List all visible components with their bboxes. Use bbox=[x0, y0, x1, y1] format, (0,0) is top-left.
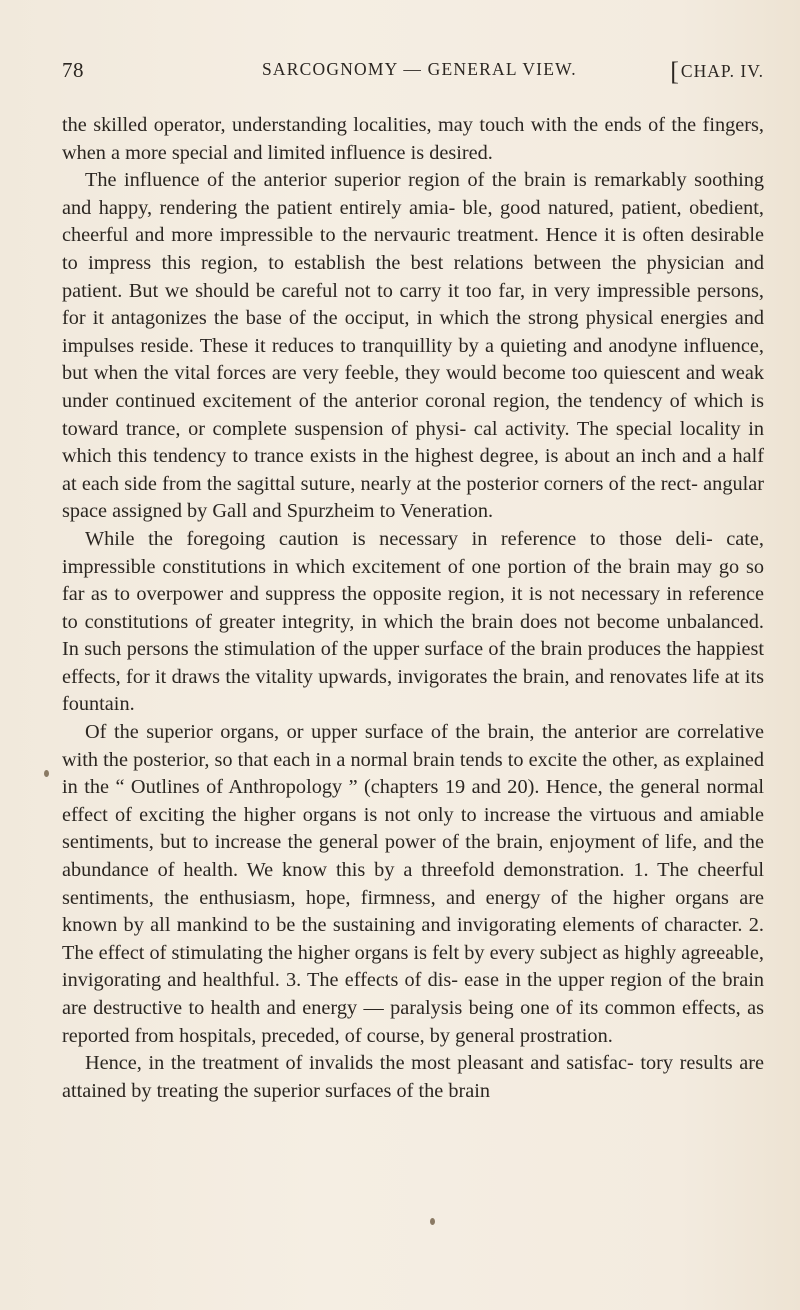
ink-speck bbox=[430, 1218, 435, 1225]
paragraph-5: Hence, in the treatment of invalids the most pleasant and satisfac- tory results are attained by treating the superior surfaces of the brain bbox=[62, 1052, 764, 1102]
paragraph-2: The influence of the anterior superior region of the brain is remarkably soothing and happy, rendering the patient entirely amia- ble, good natured, patient, obedient, cheerful and more impressible to the nervauric treatment. Hence it is often desirable to impress this region, to establish the best relations between the physician and patient. But we should be careful not to carry it too far, in very impressible persons, for it antagonizes the base of the occiput, in which the strong physical energies and impulses reside. These it reduces to tranquillity by a quieting and anodyne influence, but when the vital forces are very feeble, they would become too quiescent and weak under continued excitement of the anterior coronal region, the tendency of which is toward trance, or complete suspension of physi- cal activity. The special locality in which this tendency to trance exists in the highest degree, is about an inch and a half at each side from the sagittal suture, nearly at the posterior corners of the rect- angular space assigned by Gall and Spurzheim to Veneration. bbox=[62, 169, 764, 523]
paragraph-4: Of the superior organs, or upper surface of the brain, the anterior are correlative with the posterior, so that each in a normal brain tends to excite the other, as explained in the “ Outlines of Anthropology ” (chapters 19 and 20). Hence, the general normal effect of exciting the higher organs is not only to increase the virtuous and amiable sentiments, but to increase the general power of the brain, enjoyment of life, and the abundance of health. We know this by a threefold demonstration. 1. The cheerful sentiments, the enthusiasm, hope, firmness, and energy of the higher organs are known by all mankind to be the sustaining and invigorating elements of character. 2. The effect of stimulating the higher organs is felt by every subject as highly agreeable, invigorating and healthful. 3. The effects of dis- ease in the upper region of the brain are destructive to health and energy — paralysis being one of its common effects, as reported from hospitals, preceded, of course, by general prostration. bbox=[62, 721, 764, 1047]
paragraph-3: While the foregoing caution is necessary in reference to those deli- cate, impressible constitutions in which excitement of one portion of the brain may go so far as to overpower and suppress the opposite region, it is not necessary in reference to constitutions of greater integrity, in which the brain does not become unbalanced. In such persons the stimulation of the upper surface of the brain produces the happiest effects, for it draws the vitality upwards, invigorates the brain, and renovates life at its fountain. bbox=[62, 527, 764, 716]
chapter-text: CHAP. IV. bbox=[680, 61, 764, 81]
page-number: 78 bbox=[62, 58, 84, 82]
chapter-bracket: [ bbox=[670, 57, 680, 86]
ink-speck bbox=[44, 770, 49, 777]
paragraph-1: the skilled operator, understanding localities, may touch with the ends of the fingers, when a more special and limited influence is desired. bbox=[62, 114, 764, 164]
running-header bbox=[62, 58, 764, 88]
body-text bbox=[62, 112, 764, 1105]
chapter-label bbox=[670, 57, 764, 87]
running-title: SARCOGNOMY — GENERAL VIEW. bbox=[262, 59, 577, 79]
